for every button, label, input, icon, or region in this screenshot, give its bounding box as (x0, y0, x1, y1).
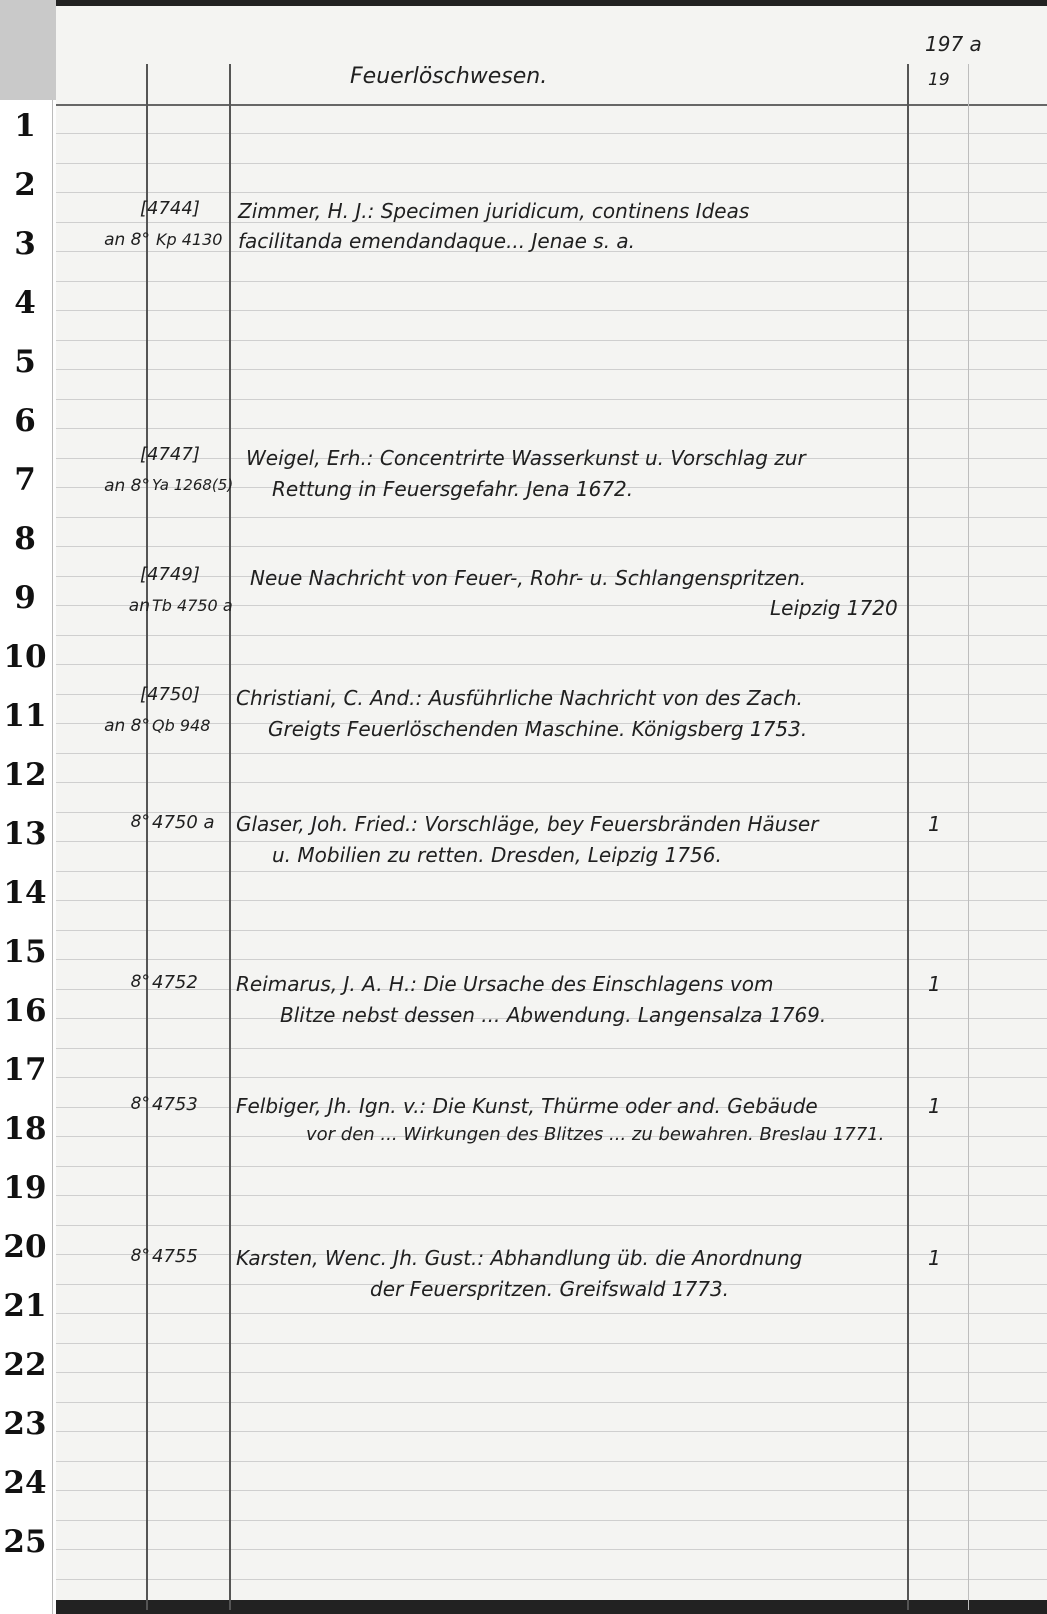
line-number: 9 (14, 580, 36, 616)
ruled-line (56, 1579, 1047, 1580)
entry-line2: vor den ... Wirkungen des Blitzes ... zu bewahren. Breslau 1771. (306, 1124, 885, 1145)
entry-line2: der Feuerspritzen. Greifswald 1773. (370, 1277, 730, 1301)
ruled-line (56, 369, 1047, 370)
ruled-line (56, 1549, 1047, 1550)
ruled-line (56, 1166, 1047, 1167)
ruled-line (56, 340, 1047, 341)
ruled-line (56, 1520, 1047, 1521)
entry-count: 1 (928, 1246, 941, 1270)
ruled-line (56, 133, 1047, 134)
sheet-top-edge (56, 0, 1047, 6)
line-number: 7 (14, 462, 36, 498)
line-number: 13 (3, 816, 47, 852)
entry-location: 4753 (152, 1094, 198, 1115)
line-number: 4 (14, 285, 36, 321)
entry-location: Kp 4130 (156, 230, 223, 249)
line-number: 25 (3, 1524, 47, 1560)
entry-line1: Christiani, C. And.: Ausführliche Nachricht von des Zach. (236, 686, 803, 710)
entry-line2: u. Mobilien zu retten. Dresden, Leipzig 1756. (272, 843, 722, 867)
entry-format: an 8° (104, 476, 150, 496)
ruled-line (56, 399, 1047, 400)
ruled-line (56, 1372, 1047, 1373)
ruled-line (56, 782, 1047, 783)
line-number: 23 (3, 1406, 47, 1442)
entry-line2: Blitze nebst dessen ... Abwendung. Langensalza 1769. (280, 1003, 827, 1027)
ruled-line (56, 664, 1047, 665)
sheet-bottom-edge (56, 1600, 1047, 1614)
entry-line1: Glaser, Joh. Fried.: Vorschläge, bey Feuersbränden Häuser (236, 812, 819, 836)
ruled-line (56, 428, 1047, 429)
ruled-line (56, 635, 1047, 636)
page-number: 197 a (925, 32, 982, 56)
entry-signature: [4747] (140, 444, 200, 465)
column-line-location (229, 64, 231, 1610)
entry-format: an 8° (104, 230, 150, 250)
entry-format: 8° (130, 1094, 150, 1114)
page-heading: Feuerlöschwesen. (350, 64, 548, 89)
column-line-text-end (907, 64, 909, 1610)
column-line-count (968, 64, 969, 1610)
line-number: 19 (3, 1170, 47, 1206)
ruled-line (56, 546, 1047, 547)
ruled-line (56, 1048, 1047, 1049)
line-number: 2 (14, 167, 36, 203)
header-rule (56, 104, 1047, 106)
line-number: 11 (3, 698, 47, 734)
entry-format: an (128, 596, 150, 616)
line-number: 15 (3, 934, 47, 970)
ruled-line (56, 841, 1047, 842)
line-number: 1 (14, 108, 36, 144)
ruled-line (56, 1343, 1047, 1344)
line-number: 20 (3, 1229, 47, 1265)
entry-format: 8° (130, 972, 150, 992)
line-number: 24 (3, 1465, 47, 1501)
line-number: 6 (14, 403, 36, 439)
ruled-line (56, 753, 1047, 754)
entry-line1: Karsten, Wenc. Jh. Gust.: Abhandlung üb. die Anordnung (236, 1246, 803, 1270)
entry-location: Qb 948 (152, 716, 211, 735)
entry-signature: [4750] (140, 684, 200, 705)
entry-line1: Zimmer, H. J.: Specimen juridicum, continens Ideas (238, 199, 750, 223)
entry-location: 4752 (152, 972, 198, 993)
ruled-line (56, 1077, 1047, 1078)
entry-count: 1 (928, 1094, 941, 1118)
entry-line2: Rettung in Feuersgefahr. Jena 1672. (272, 477, 634, 501)
column-line-signature (146, 64, 148, 1610)
line-number: 22 (3, 1347, 47, 1383)
ruled-line (56, 1195, 1047, 1196)
ruled-line (56, 1431, 1047, 1432)
entry-format: an 8° (104, 716, 150, 736)
entry-signature: [4744] (140, 198, 200, 219)
margin-corner (0, 0, 56, 100)
line-number: 12 (3, 757, 47, 793)
line-number: 10 (3, 639, 47, 675)
ruled-line (56, 281, 1047, 282)
entry-location: Tb 4750 a (152, 596, 233, 615)
entry-format: 8° (130, 812, 150, 832)
line-number: 21 (3, 1288, 47, 1324)
ruled-line (56, 192, 1047, 193)
page-subnumber: 19 (928, 70, 950, 90)
ruled-line (56, 959, 1047, 960)
ruled-line (56, 310, 1047, 311)
entry-location: Ya 1268(5) (152, 476, 234, 494)
entry-line1: Neue Nachricht von Feuer-, Rohr- u. Schlangenspritzen. (250, 566, 807, 590)
ruled-line (56, 517, 1047, 518)
entry-line1: Felbiger, Jh. Ign. v.: Die Kunst, Thürme oder and. Gebäude (236, 1094, 818, 1118)
line-number: 16 (3, 993, 47, 1029)
line-number: 3 (14, 226, 36, 262)
entry-line1: Weigel, Erh.: Concentrirte Wasserkunst u. Vorschlag zur (246, 446, 806, 470)
ruled-line (56, 163, 1047, 164)
ruled-line (56, 930, 1047, 931)
ruled-line (56, 1461, 1047, 1462)
line-number: 18 (3, 1111, 47, 1147)
ruled-line (56, 1490, 1047, 1491)
ruled-line (56, 1225, 1047, 1226)
entry-count: 1 (928, 812, 941, 836)
line-number: 17 (3, 1052, 47, 1088)
ruled-line (56, 900, 1047, 901)
entry-signature: [4749] (140, 564, 200, 585)
line-number: 8 (14, 521, 36, 557)
entry-line2: Leipzig 1720 (770, 596, 898, 620)
ruled-line (56, 1402, 1047, 1403)
line-number: 5 (14, 344, 36, 380)
ruled-line (56, 871, 1047, 872)
entry-location: 4750 a (152, 812, 215, 833)
entry-location: 4755 (152, 1246, 198, 1267)
entry-count: 1 (928, 972, 941, 996)
entry-line1: Reimarus, J. A. H.: Die Ursache des Einschlagens vom (236, 972, 774, 996)
entry-line2: facilitanda emendandaque... Jenae s. a. (238, 229, 636, 253)
line-number: 14 (3, 875, 47, 911)
entry-line2: Greigts Feuerlöschenden Maschine. Königsberg 1753. (268, 717, 808, 741)
entry-format: 8° (130, 1246, 150, 1266)
ruled-line (56, 1313, 1047, 1314)
